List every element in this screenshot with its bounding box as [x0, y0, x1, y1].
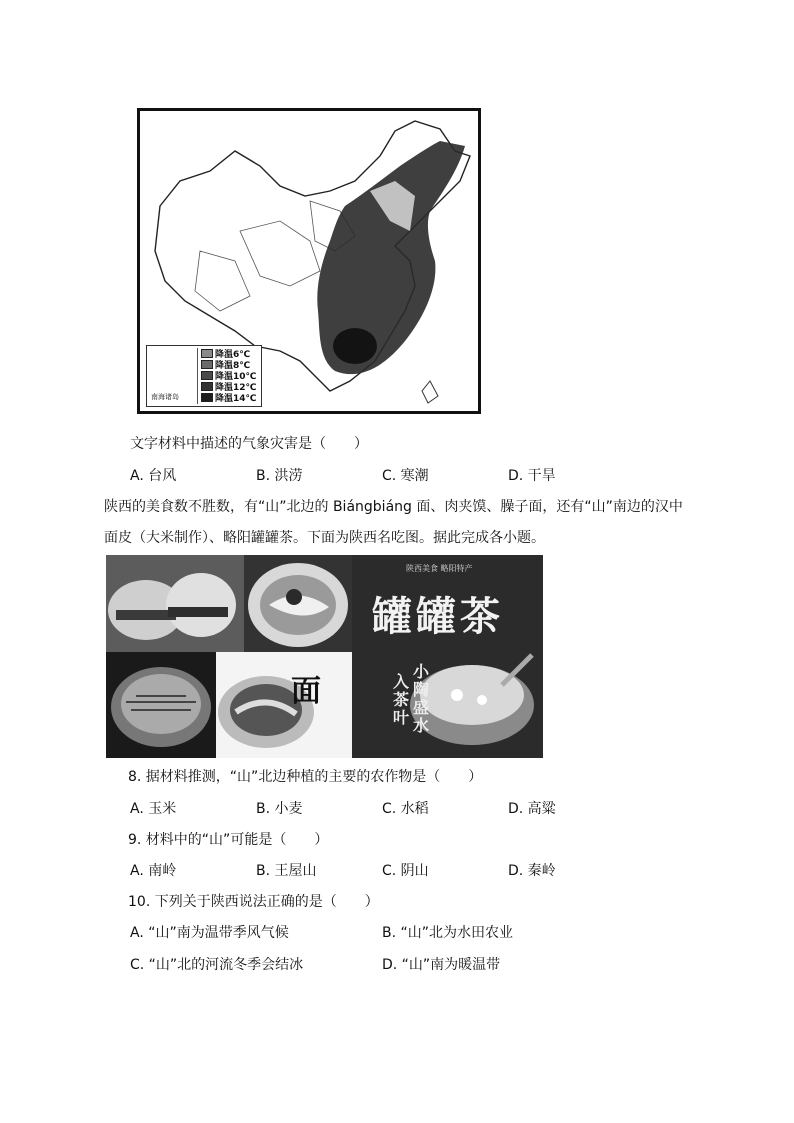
legend-item — [201, 393, 256, 404]
south-china-sea-inset — [149, 348, 198, 404]
q9-option-c[interactable]: C. 阴山 — [382, 863, 429, 879]
legend-label: 降温6℃ — [215, 350, 251, 360]
q10-option-b[interactable]: B. “山”北为水田农业 — [382, 925, 514, 941]
question-7-stem: 文字材料中描述的气象灾害是（ ） — [130, 436, 368, 452]
guanguan-tea-photo — [352, 555, 543, 758]
legend-swatch — [201, 382, 213, 391]
guanguan-tea-image — [352, 555, 543, 758]
q10-option-c[interactable]: C. “山”北的河流冬季会结冰 — [130, 957, 304, 973]
legend-label: 降温14℃ — [215, 394, 257, 404]
q10-option-a[interactable]: A. “山”南为温带季风气候 — [130, 925, 289, 941]
legend-item — [201, 382, 256, 393]
q7-option-d[interactable]: D. 干旱 — [508, 468, 556, 484]
legend-label: 降温12℃ — [215, 383, 257, 393]
q8-option-b[interactable]: B. 小麦 — [256, 801, 303, 817]
legend-item — [201, 371, 256, 382]
biangbiang-noodle-image — [216, 652, 352, 758]
liangpi-image — [244, 555, 352, 652]
roujiamo-image — [106, 555, 244, 652]
q9-option-d[interactable]: D. 秦岭 — [508, 863, 556, 879]
saozi-noodle-image — [106, 652, 216, 758]
legend-item — [201, 349, 250, 360]
legend-item — [201, 360, 250, 371]
guanguan-tea-title: 罐罐茶 — [372, 593, 504, 640]
legend-swatch — [201, 371, 213, 380]
tea-tag: 陕西美食 略阳特产 — [406, 564, 473, 573]
biangbiang-noodle-photo — [216, 652, 352, 758]
passage-line-1: 陕西的美食数不胜数，有“山”北边的 Biángbiáng 面、肉夹馍、臊子面，还有“山”南边的汉中 — [104, 499, 683, 515]
question-8-stem: 8. 据材料推测，“山”北边种植的主要的农作物是（ ） — [128, 769, 483, 785]
legend-label: 降温8℃ — [215, 361, 251, 371]
q7-option-a[interactable]: A. 台风 — [130, 468, 177, 484]
biang-character: 面 — [291, 674, 321, 709]
q10-option-d[interactable]: D. “山”南为暖温带 — [382, 957, 501, 973]
q8-option-a[interactable]: A. 玉米 — [130, 801, 177, 817]
inset-label: 南海诸岛 — [151, 393, 179, 401]
legend-swatch — [201, 393, 213, 402]
tea-caption-2: 小陶盛水 — [412, 662, 429, 735]
legend-swatch — [201, 360, 213, 369]
q7-option-c[interactable]: C. 寒潮 — [382, 468, 429, 484]
q9-option-a[interactable]: A. 南岭 — [130, 863, 177, 879]
question-9-stem: 9. 材料中的“山”可能是（ ） — [128, 832, 329, 848]
map-legend — [146, 345, 262, 407]
q8-option-d[interactable]: D. 高粱 — [508, 801, 556, 817]
legend-label: 降温10℃ — [215, 372, 257, 382]
question-10-stem: 10. 下列关于陕西说法正确的是（ ） — [128, 894, 379, 910]
q9-option-b[interactable]: B. 王屋山 — [256, 863, 317, 879]
legend-swatch — [201, 349, 213, 358]
q8-option-c[interactable]: C. 水稻 — [382, 801, 429, 817]
tea-caption-1: 入茶叶 — [392, 672, 409, 727]
china-temperature-drop-map — [137, 108, 481, 414]
roujiamo-photo — [106, 555, 244, 652]
liangpi-photo — [244, 555, 352, 652]
q7-option-b[interactable]: B. 洪涝 — [256, 468, 303, 484]
shaanxi-food-collage — [106, 555, 543, 758]
saozi-noodle-photo — [106, 652, 216, 758]
passage-line-2: 面皮（大米制作）、略阳罐罐茶。下面为陕西名吃图。据此完成各小题。 — [104, 530, 545, 546]
